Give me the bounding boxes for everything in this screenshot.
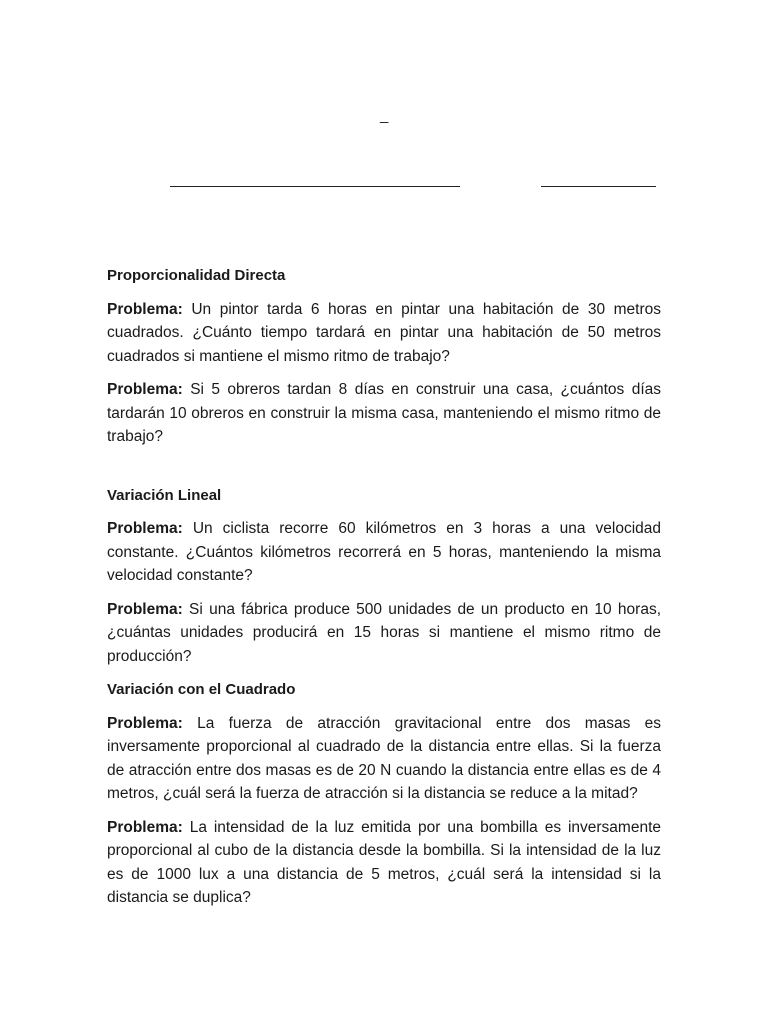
problem-label: Problema: <box>107 381 183 398</box>
problem-label: Problema: <box>107 300 183 318</box>
name-blank-line <box>170 186 460 187</box>
section-title-variacion-cuadrado: Variación con el Cuadrado <box>107 681 296 698</box>
problem-paragraph <box>107 816 661 910</box>
header-dash: _ <box>380 107 389 124</box>
problem-label: Problema: <box>107 714 183 732</box>
problem-paragraph <box>107 712 661 806</box>
problem-text: La fuerza de atracción gravitacional entre dos masas es inversamente proporcional al cuadrado de la distancia entre ellas. Si la fuerza de atracción entre dos masas es de 20 N cuando la distancia entre ellas es de 4 metros, ¿cuál será la fuerza de atracción si la distancia se reduce a la mitad? <box>107 714 661 802</box>
date-blank-line <box>541 186 656 187</box>
problem-paragraph <box>107 298 661 369</box>
problem-text: Si una fábrica produce 500 unidades de un producto en 10 horas, ¿cuántas unidades producirá en 15 horas si mantiene el mismo ritmo de producción? <box>107 600 661 665</box>
problem-paragraph <box>107 598 661 669</box>
document-body <box>107 264 661 910</box>
problem-text: La intensidad de la luz emitida por una bombilla es inversamente proporcional al cubo de la distancia desde la bombilla. Si la intensidad de la luz es de 1000 lux a una distancia de 5 metros, ¿cuál será la intensidad si la distancia se duplica? <box>107 818 661 906</box>
problem-text: Un ciclista recorre 60 kilómetros en 3 horas a una velocidad constante. ¿Cuántos kilómetros recorrerá en 5 horas, manteniendo la misma velocidad constante? <box>107 520 661 584</box>
problem-text: Si 5 obreros tardan 8 días en construir una casa, ¿cuántos días tardarán 10 obreros en construir la misma casa, manteniendo el mismo ritmo de trabajo? <box>107 381 661 445</box>
problem-label: Problema: <box>107 818 183 836</box>
problem-paragraph <box>107 517 661 588</box>
problem-paragraph <box>107 378 661 449</box>
problem-label: Problema: <box>107 600 183 618</box>
section-title-proporcionalidad-directa: Proporcionalidad Directa <box>107 267 286 284</box>
problem-text: Un pintor tarda 6 horas en pintar una habitación de 30 metros cuadrados. ¿Cuánto tiempo tardará en pintar una habitación de 50 metros cuadrados si mantiene el mismo ritmo de trabajo? <box>107 300 661 365</box>
problem-label: Problema: <box>107 520 183 537</box>
section-title-variacion-lineal: Variación Lineal <box>107 486 222 504</box>
